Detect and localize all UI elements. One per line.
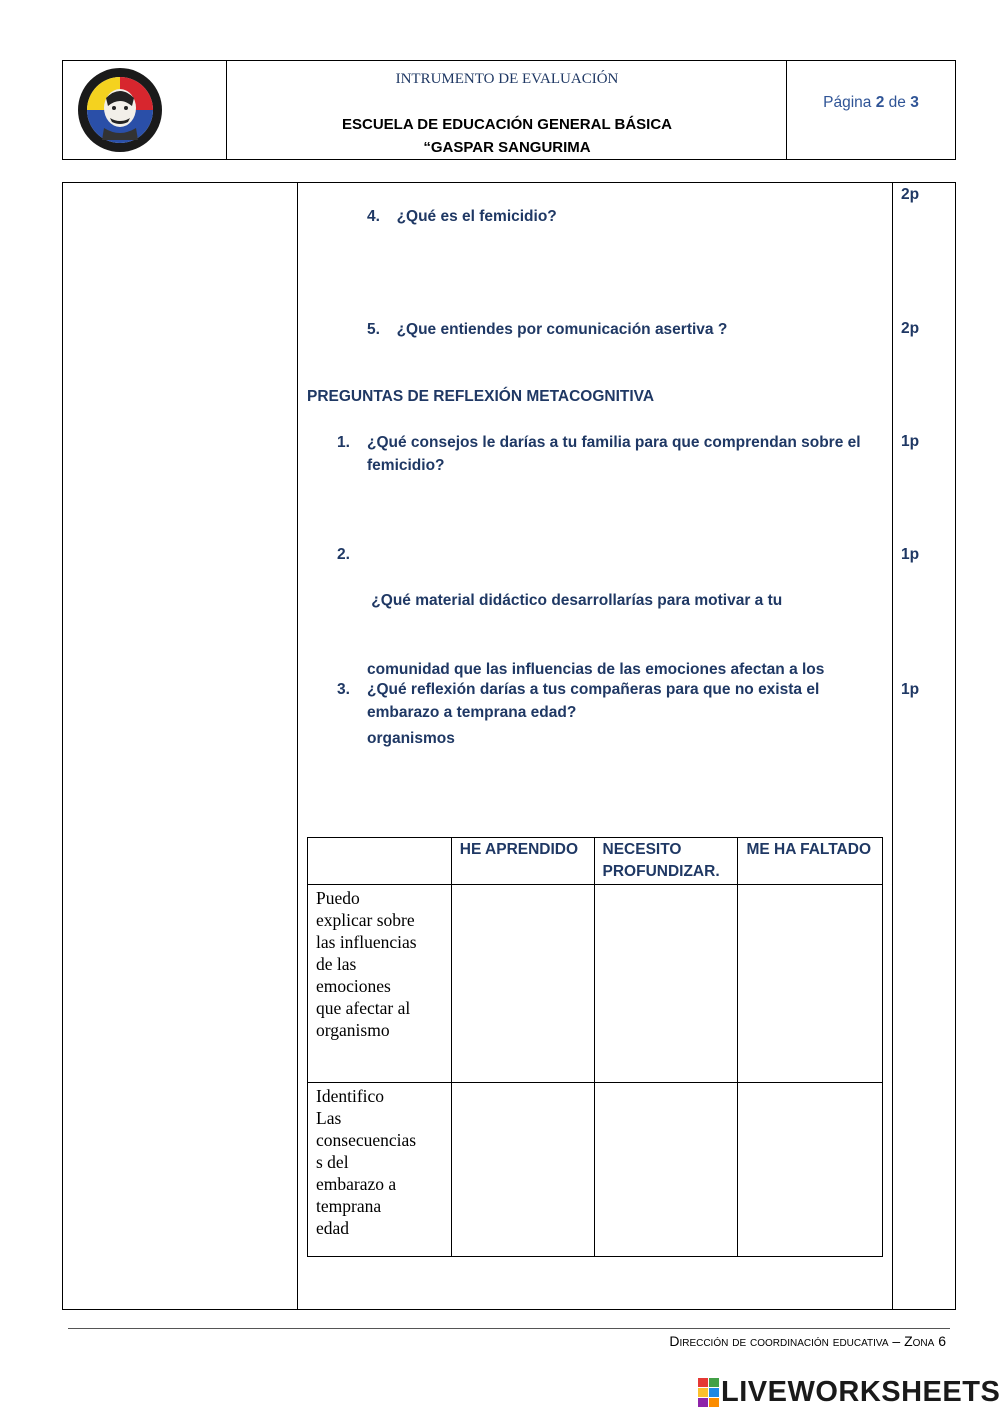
item-number: 2. <box>337 546 350 563</box>
answer-cell[interactable] <box>594 1083 738 1257</box>
row-label-line: organismo <box>316 1020 390 1040</box>
item-line: femicidio? <box>367 457 445 474</box>
answer-cell[interactable] <box>451 1083 594 1257</box>
answer-cell[interactable] <box>738 1083 883 1257</box>
table-row <box>308 1083 883 1257</box>
points-q4: 2p <box>901 186 920 203</box>
item-line: ¿Qué material didáctico desarrollarías para motivar a tu <box>367 592 783 609</box>
item-line: ¿Qué reflexión darías a tus compañeras para que no exista el <box>367 681 820 698</box>
liveworksheets-logo-icon <box>698 1378 720 1408</box>
instrument-title: INTRUMENTO DE EVALUACIÓN <box>395 71 619 87</box>
points-r2: 1p <box>901 546 920 563</box>
reflection-heading: PREGUNTAS DE REFLEXIÓN METACOGNITIVA <box>307 388 655 405</box>
row-label-line: Las <box>316 1108 342 1128</box>
item-line: organismos <box>367 730 455 747</box>
question-number: 5. <box>367 321 380 338</box>
reflection-item-1 <box>337 431 887 477</box>
header-me-ha-faltado: ME HA FALTADO <box>738 838 883 885</box>
item-number: 1. <box>337 434 350 451</box>
footer-rule <box>68 1328 950 1329</box>
header-necesito-profundizar: NECESITO PROFUNDIZAR. <box>594 838 738 885</box>
header-he-aprendido: HE APRENDIDO <box>451 838 594 885</box>
question-4 <box>367 205 557 228</box>
page-total: 3 <box>910 94 919 111</box>
answer-cell[interactable] <box>451 885 594 1083</box>
table-header-row <box>308 838 883 885</box>
row-label-line: Identifico <box>316 1086 385 1106</box>
question-text: ¿Qué es el femicidio? <box>396 208 557 225</box>
row-label <box>308 1083 452 1257</box>
footer-text: Dirección de coordinación educativa – Zona 6 <box>669 1333 946 1349</box>
reflection-item-3 <box>337 678 887 724</box>
item-line: embarazo a temprana edad? <box>367 704 577 721</box>
header-cell-empty <box>308 838 452 885</box>
row-label-line: Puedo <box>316 888 360 908</box>
school-name-line1: ESCUELA DE EDUCACIÓN GENERAL BÁSICA <box>341 116 673 133</box>
row-label-line: emociones <box>316 976 391 996</box>
page-current: 2 <box>875 94 885 111</box>
watermark-text: LIVEWORKSHEETS <box>721 1376 1000 1408</box>
row-label-line: que afectar al <box>316 998 411 1018</box>
row-label-line: de las <box>316 954 357 974</box>
item-line: ¿Qué consejos le darías a tu familia para que comprendan sobre el <box>367 434 861 451</box>
answer-cell[interactable] <box>594 885 738 1083</box>
points-q5: 2p <box>901 320 920 337</box>
row-label-line: las influencias <box>316 932 417 952</box>
school-name-line2: “GASPAR SANGURIMA <box>423 139 591 156</box>
row-label-line: edad <box>316 1218 350 1238</box>
answer-cell[interactable] <box>738 885 883 1083</box>
row-label-line: temprana <box>316 1196 382 1216</box>
page-indicator <box>787 94 955 112</box>
item-number: 3. <box>337 681 350 698</box>
school-logo <box>76 66 168 154</box>
table-row <box>308 885 883 1083</box>
row-label-line: explicar sobre <box>316 910 415 930</box>
row-label-line: consecuencias <box>316 1130 417 1150</box>
row-label-line: embarazo a <box>316 1174 397 1194</box>
question-number: 4. <box>367 208 380 225</box>
points-r3: 1p <box>901 681 920 698</box>
page-of: de <box>888 94 906 111</box>
row-label-line: s del <box>316 1152 349 1172</box>
school-seal-icon <box>76 66 168 154</box>
question-5 <box>367 318 727 341</box>
row-label <box>308 885 452 1083</box>
page-word: Página <box>823 94 872 111</box>
metacognitive-table <box>307 837 883 1257</box>
question-text: ¿Que entiendes por comunicación asertiva ? <box>396 321 728 338</box>
reflection-item-2 <box>337 543 887 796</box>
item-line: comunidad que las influencias de las emociones afectan a los <box>367 661 825 678</box>
points-r1: 1p <box>901 433 920 450</box>
